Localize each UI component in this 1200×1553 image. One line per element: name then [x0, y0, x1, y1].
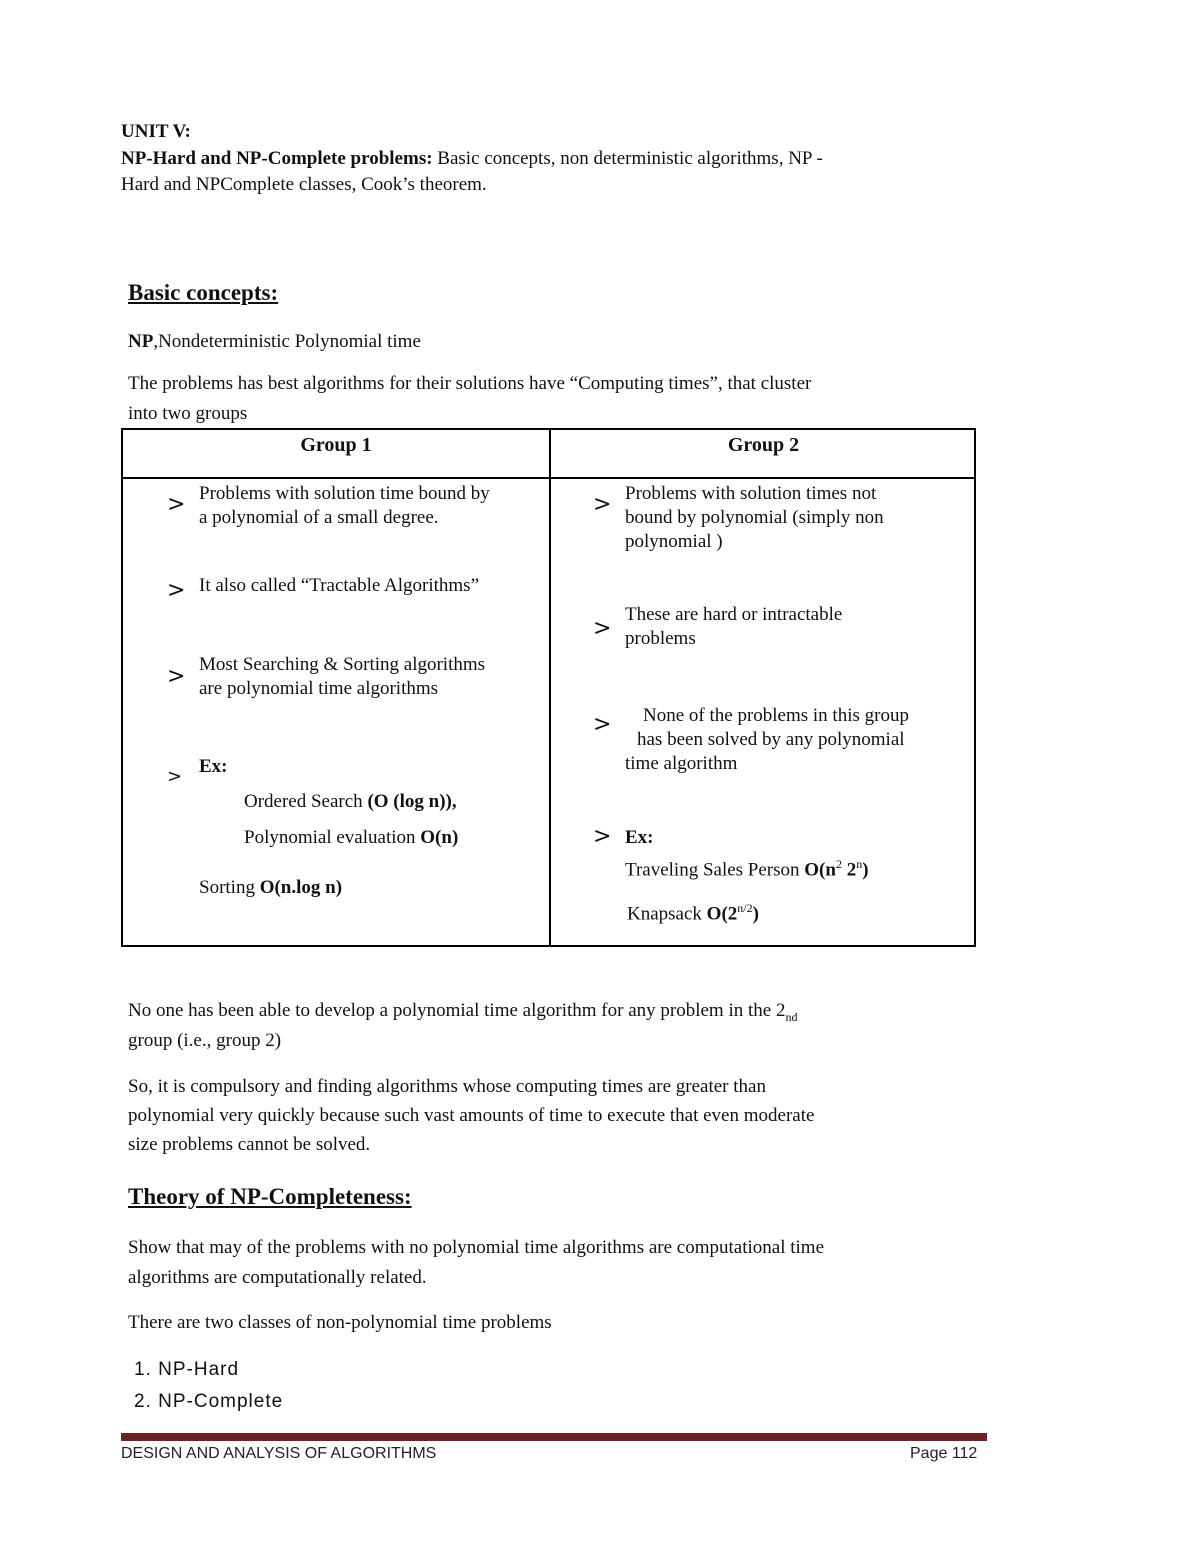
- syllabus-bold: NP-Hard and NP-Complete problems:: [121, 148, 433, 169]
- g2-item3: None of the problems in this group has been solved by any polynomial time algorithm: [625, 705, 909, 774]
- footer-page-number: Page 112: [910, 1445, 978, 1462]
- intro-line-1: The problems has best algorithms for their solutions have “Computing times”, that cluster: [128, 373, 812, 394]
- para2-line2: polynomial very quickly because such vast amounts of time to execute that even moderate: [128, 1105, 815, 1126]
- theory-p1-line1: Show that may of the problems with no polynomial time algorithms are computational time: [128, 1237, 825, 1258]
- g1-item3: Most Searching & Sorting algorithms are polynomial time algorithms: [199, 654, 486, 699]
- theory-p2: There are two classes of non-polynomial time problems: [128, 1312, 552, 1333]
- g1-item1: Problems with solution time bound by a polynomial of a small degree.: [199, 483, 490, 528]
- g2-ex2: Knapsack $O(2^{n/2})$: [627, 901, 759, 925]
- footer-course-title: DESIGN AND ANALYSIS OF ALGORITHMS: [121, 1445, 437, 1462]
- intro-line-2: into two groups: [128, 403, 248, 424]
- g1-ex2: Polynomial evaluation O(n): [244, 827, 459, 848]
- group1-header: Group 1: [300, 434, 372, 456]
- arrow-bullet-icon: >: [593, 492, 612, 517]
- groups-table: [121, 428, 976, 947]
- g1-ex1: Ordered Search (O (log n)),: [244, 791, 457, 812]
- list-item: 2. NP-Complete: [134, 1391, 284, 1412]
- arrow-bullet-icon: >: [593, 712, 612, 737]
- arrow-bullet-icon: >: [593, 616, 612, 641]
- g2-ex1: Traveling Sales Person $O(n^2$ 2$^n$): [625, 857, 869, 881]
- syllabus-line-2: Hard and NPComplete classes, Cook’s theorem.: [121, 174, 487, 195]
- arrow-bullet-icon: >: [167, 664, 186, 689]
- g1-item2: It also called “Tractable Algorithms”: [199, 575, 479, 596]
- theory-p1-line2: algorithms are computationally related.: [128, 1267, 427, 1288]
- arrow-bullet-icon: >: [167, 492, 186, 517]
- g1-ex-label: Ex:: [199, 756, 228, 777]
- footer-bar: [121, 1433, 987, 1441]
- g2-item2: These are hard or intractable problems: [625, 604, 843, 649]
- para2-line3: size problems cannot be solved.: [128, 1134, 371, 1155]
- np-definition: NP,Nondeterministic Polynomial time: [128, 331, 421, 352]
- group2-header: Group 2: [727, 434, 800, 456]
- para2-line1: So, it is compulsory and finding algorithms whose computing times are greater than: [128, 1076, 766, 1097]
- basic-concepts-heading: Basic concepts:: [128, 280, 279, 305]
- theory-heading: Theory of NP-Completeness:: [128, 1184, 412, 1209]
- table-divider-vertical: [549, 430, 551, 945]
- syllabus-line-1: NP-Hard and NP-Complete problems: Basic concepts, non deterministic algorithms, NP -: [121, 148, 823, 169]
- list-item: 1. NP-Hard: [134, 1359, 240, 1380]
- g2-item1: Problems with solution times not bound by polynomial (simply non polynomial ): [625, 483, 884, 552]
- g1-ex3: Sorting O(n.log n): [199, 877, 343, 898]
- arrow-bullet-icon: >: [167, 578, 186, 603]
- arrow-bullet-icon: >: [593, 824, 612, 849]
- para1-line2: group (i.e., group 2): [128, 1030, 282, 1051]
- table-divider-horizontal: [123, 477, 974, 479]
- para1-line1: No one has been able to develop a polynomial time algorithm for any problem in the $2_{nd}$: [128, 1000, 798, 1024]
- g2-ex-label: Ex:: [625, 827, 654, 848]
- unit-title: UNIT V:: [121, 121, 191, 142]
- arrow-bullet-icon: >: [167, 766, 183, 787]
